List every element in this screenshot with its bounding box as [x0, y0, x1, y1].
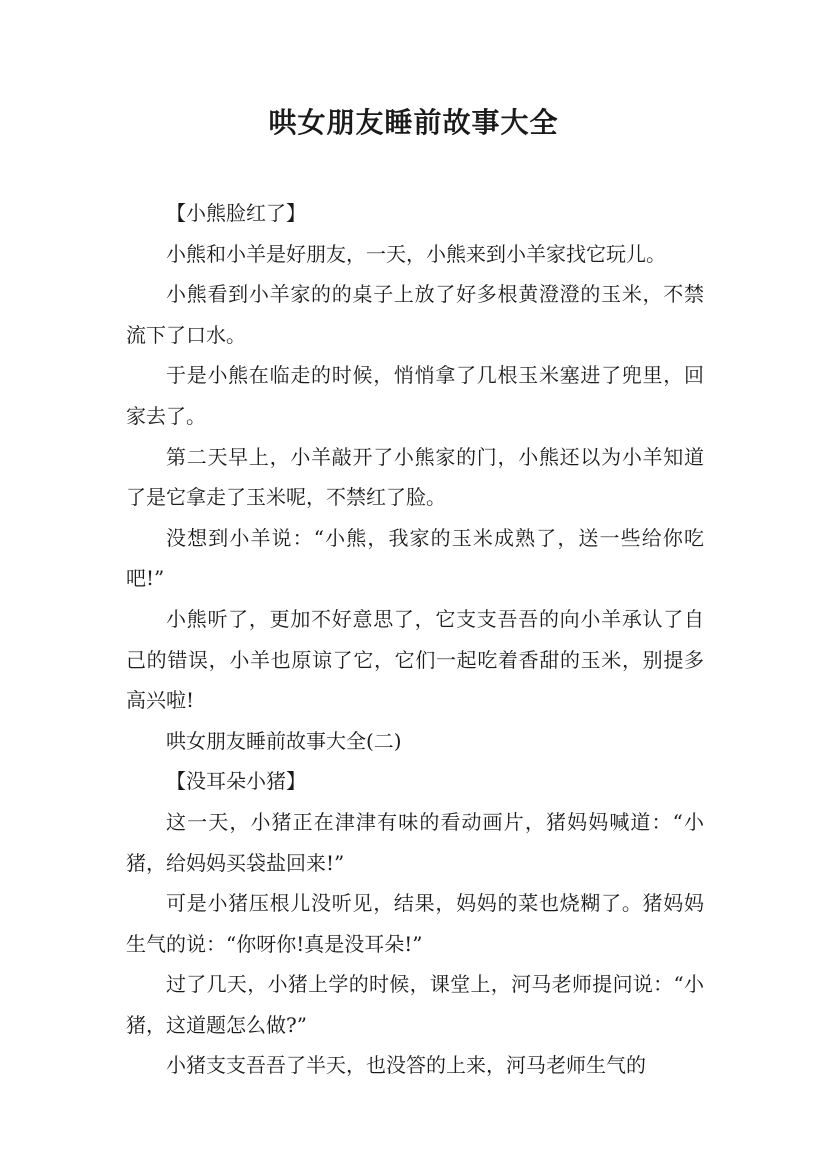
paragraph: 小熊看到小羊家的的桌子上放了好多根黄澄澄的玉米，不禁流下了口水。 — [126, 282, 704, 347]
section-heading: 【没耳朵小猪】 — [166, 769, 306, 794]
document-title: 哄女朋友睡前故事大全 — [268, 106, 559, 139]
paragraph: 第二天早上，小羊敲开了小熊家的门，小熊还以为小羊知道了是它拿走了玉米呢，不禁红了脸。 — [126, 444, 704, 510]
section-heading: 【小熊脸红了】 — [166, 201, 306, 225]
paragraph: 于是小熊在临走的时候，悄悄拿了几根玉米塞进了兜里，回家去了。 — [126, 363, 704, 428]
paragraph: 没想到小羊说：“小熊，我家的玉米成熟了，送一些给你吃吧!” — [126, 525, 704, 591]
paragraph: 小熊听了，更加不好意思了，它支支吾吾的向小羊承认了自己的错误，小羊也原谅了它，它们一起吃着香甜的玉米，别提多高兴啦! — [126, 606, 704, 713]
paragraph: 过了几天，小猪上学的时候，课堂上，河马老师提问说：“小猪，这道题怎么做?” — [126, 972, 704, 1037]
paragraph: 这一天，小猪正在津津有味的看动画片，猪妈妈喊道：“小猪，给妈妈买袋盐回来!” — [126, 809, 704, 875]
subtitle: 哄女朋友睡前故事大全(二) — [166, 728, 402, 753]
paragraph: 小熊和小羊是好朋友，一天，小熊来到小羊家找它玩儿。 — [166, 241, 666, 266]
paragraph: 可是小猪压根儿没听见，结果，妈妈的菜也烧糊了。猪妈妈生气的说：“你呀你!真是没耳朵!” — [126, 891, 704, 956]
paragraph: 小猪支支吾吾了半天，也没答的上来，河马老师生气的 — [166, 1053, 646, 1078]
document-body — [126, 193, 704, 1086]
